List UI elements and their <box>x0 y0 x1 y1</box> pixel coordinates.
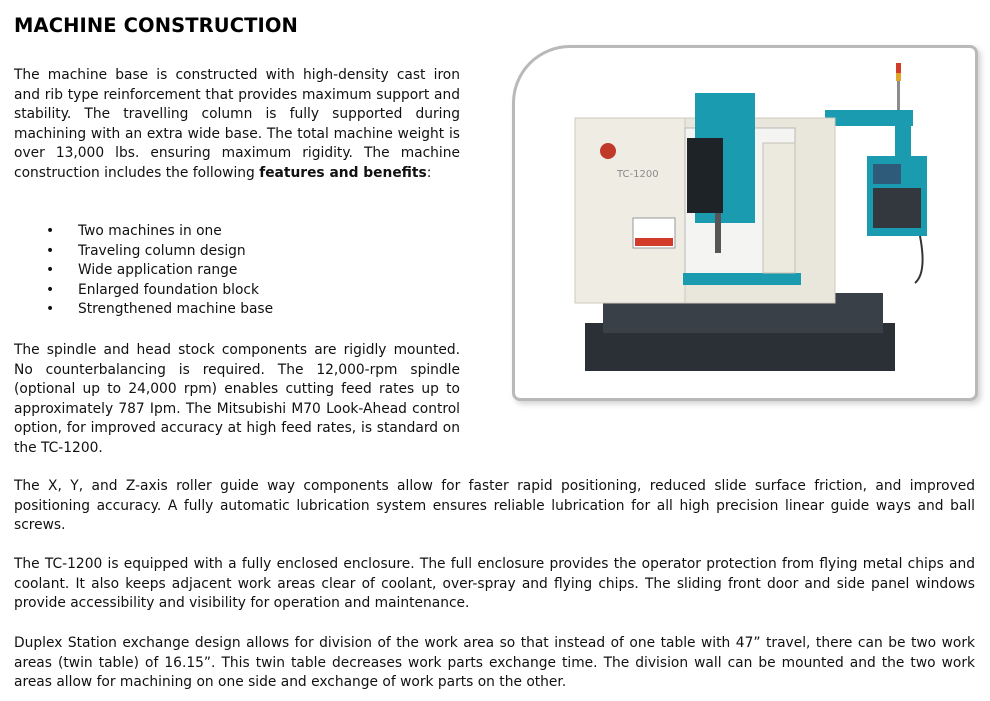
division-wall <box>763 143 795 273</box>
signal-light-amber <box>896 73 901 81</box>
control-screen <box>873 164 901 184</box>
warning-sticker-stripe <box>635 238 673 246</box>
spindle-head <box>687 138 723 213</box>
bullet-glyph: • <box>46 262 55 279</box>
list-item <box>14 281 273 301</box>
intro-text: The machine base is constructed with high-density cast iron and rib type reinforcement that provides maximum support and stability. The travelling column is fully supported during machining with an extra wide base. The total machine weight is over 13,000 lbs. ensuring maximum rigidity. The machine construction includes the following <box>14 67 460 181</box>
list-item <box>14 222 273 242</box>
duplex-paragraph: Duplex Station exchange design allows for division of the work area so that instead of one table with 47” travel, there can be two work areas (twin table) of 16.15”. This twin table decreases work parts exchange time. The division wall can be mounted and the two work areas allow for machining on one side and exchange of work parts on the other. <box>14 635 975 691</box>
brand-logo <box>600 143 616 159</box>
intro-paragraph <box>14 66 460 184</box>
page-title: MACHINE CONSTRUCTION <box>14 14 298 37</box>
feature-label: Strengthened machine base <box>78 301 274 318</box>
list-item <box>14 300 273 320</box>
machine-photo <box>515 48 975 398</box>
feature-label: Wide application range <box>78 262 238 279</box>
feature-label: Two machines in one <box>78 223 222 239</box>
enclosure-left-panel <box>575 118 685 303</box>
model-label: TC-1200 <box>617 169 659 180</box>
machine-photo-frame <box>512 45 978 401</box>
feature-label: Enlarged foundation block <box>78 281 259 298</box>
control-cable <box>915 236 923 283</box>
list-item <box>14 242 273 262</box>
feature-label: Traveling column design <box>78 242 246 259</box>
guideways-paragraph: The X, Y, and Z-axis roller guide way components allow for faster rapid positioning, reduced slide surface friction, and improved positioning accuracy. A fully automatic lubrication system ensures reliable lubrication for all high precision linear guide ways and ball screws. <box>14 478 975 534</box>
signal-light-pole <box>897 81 900 113</box>
table-rail <box>683 273 801 285</box>
intro-tail: : <box>426 164 432 181</box>
bullet-glyph: • <box>46 223 55 239</box>
bullet-glyph: • <box>46 242 55 259</box>
enclosure-paragraph: The TC-1200 is equipped with a fully enclosed enclosure. The full enclosure provides the operator protection from flying metal chips and coolant. It also keeps adjacent work areas clear of coolant, over-spray and flying chips. The sliding front door and side panel windows provide accessibility and visibility for operation and maintenance. <box>14 556 975 612</box>
intro-bold-text: features and benefits <box>259 164 427 181</box>
signal-light-red <box>896 63 901 73</box>
spindle-paragraph: The spindle and head stock components are rigidly mounted. No counterbalancing is required. The 12,000-rpm spindle (optional up to 24,000 rpm) enables cutting feed rates up to approximately 787 Ipm. The Mitsubishi M70 Look-Ahead control option, for improved accuracy at high feed rates, is standard on the TC-1200. <box>14 342 460 456</box>
bullet-glyph: • <box>46 301 55 318</box>
list-item <box>14 261 273 281</box>
features-list <box>14 222 273 320</box>
spindle-tool <box>715 213 721 253</box>
control-keypad <box>873 188 921 228</box>
pendant-arm-vertical <box>895 110 911 160</box>
bullet-glyph: • <box>46 281 55 298</box>
